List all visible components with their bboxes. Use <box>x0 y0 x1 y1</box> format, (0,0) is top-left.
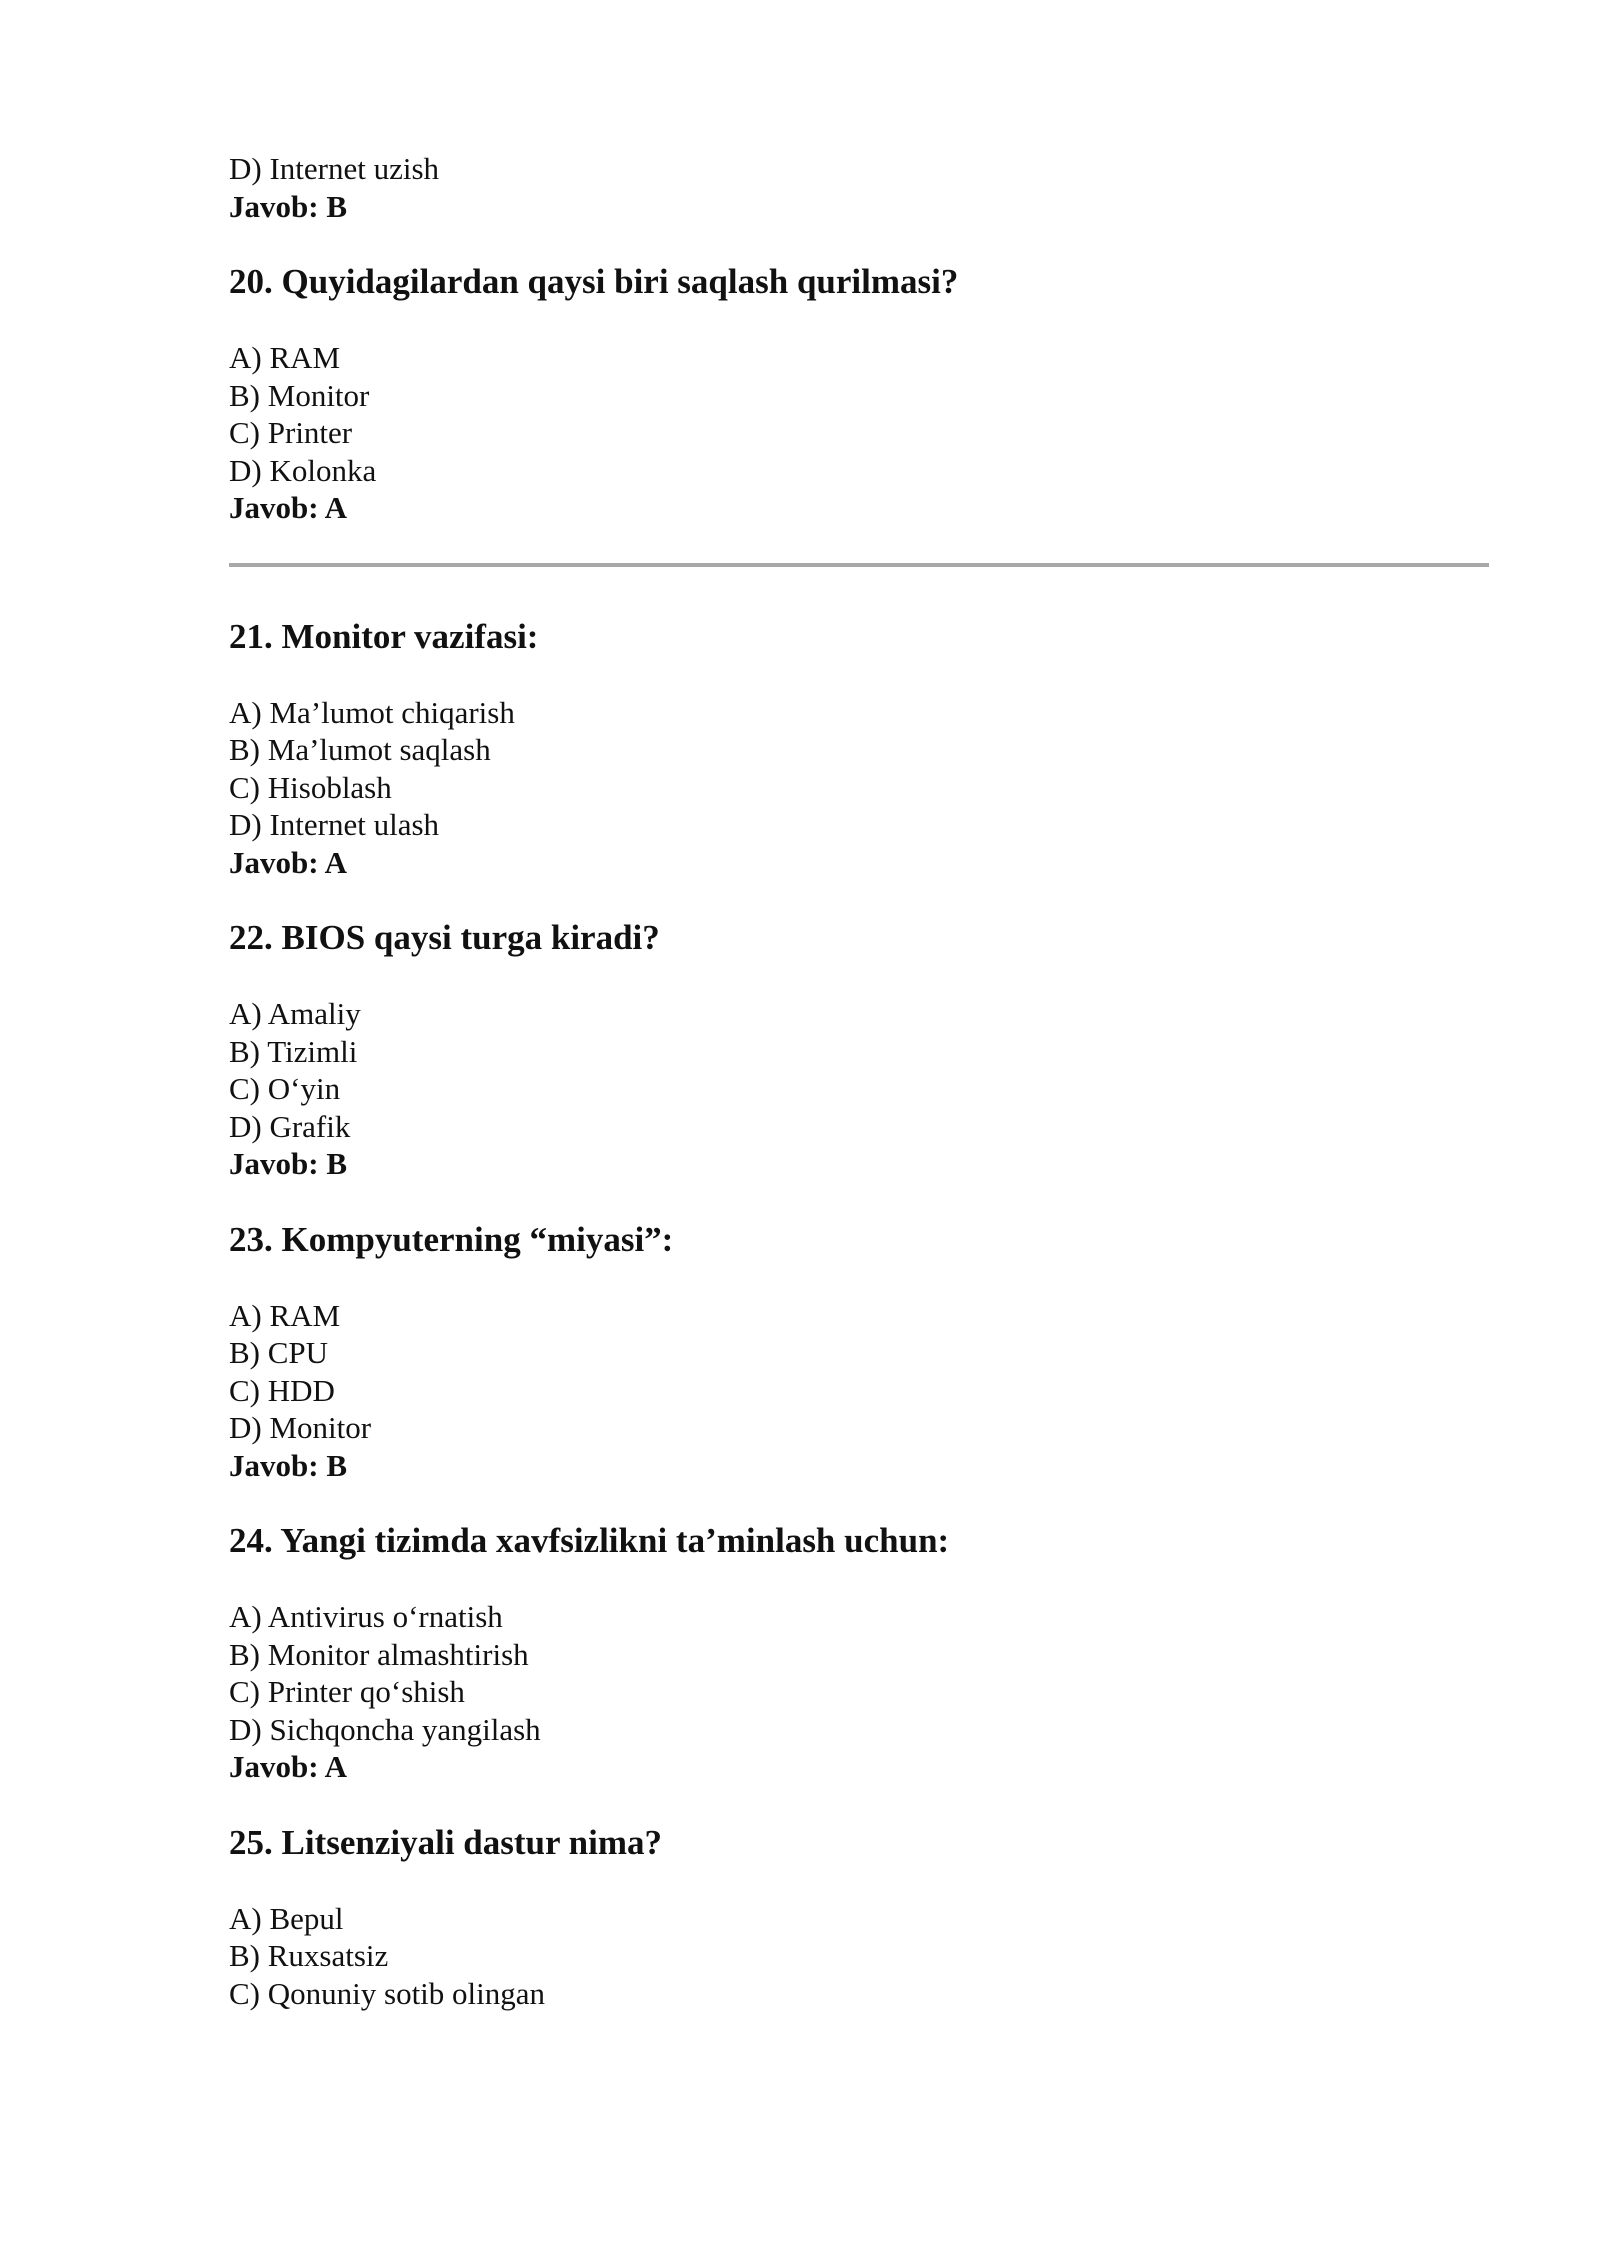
horizontal-divider <box>229 563 1489 567</box>
option-text: A) Antivirus o‘rnatish <box>229 1599 503 1634</box>
option-text: A) RAM <box>229 340 341 375</box>
question-heading: 24. Yangi tizimda xavfsizlikni ta’minlash uchun: <box>229 1521 950 1560</box>
answer-text: Javob: B <box>229 1447 347 1483</box>
option-text: C) Qonuniy sotib olingan <box>229 1975 546 2011</box>
answer-text: Javob: B <box>229 188 347 224</box>
answer-text: Javob: A <box>229 1749 347 1784</box>
question-heading: 21. Monitor vazifasi: <box>229 616 539 656</box>
option-text: B) CPU <box>229 1335 329 1370</box>
option-text: A) Ma’lumot chiqarish <box>229 694 515 730</box>
question-heading: 22. BIOS qaysi turga kiradi? <box>229 918 660 957</box>
option-text: B) Monitor almashtirish <box>229 1636 529 1672</box>
option-text: D) Sichqoncha yangilash <box>229 1711 541 1747</box>
option-text: D) Monitor <box>229 1410 372 1445</box>
option-text: B) Ruxsatsiz <box>229 1938 389 1973</box>
document-page <box>229 150 1489 2012</box>
option-text: C) Hisoblash <box>229 769 392 805</box>
option-text: D) Kolonka <box>229 452 377 488</box>
question-heading: 20. Quyidagilardan qaysi biri saqlash qurilmasi? <box>229 262 959 301</box>
option-text: D) Internet uzish <box>229 151 440 186</box>
option-text: D) Grafik <box>229 1108 351 1144</box>
option-text: C) O‘yin <box>229 1071 341 1106</box>
option-text: A) Amaliy <box>229 996 361 1031</box>
option-text: A) RAM <box>229 1297 341 1333</box>
option-text: A) Bepul <box>229 1900 344 1936</box>
option-text: C) Printer <box>229 415 353 450</box>
question-heading: 23. Kompyuterning “miyasi”: <box>229 1219 674 1259</box>
answer-text: Javob: A <box>229 844 347 880</box>
option-text: C) Printer qo‘shish <box>229 1674 465 1709</box>
option-text: D) Internet ulash <box>229 807 440 842</box>
option-text: B) Tizimli <box>229 1033 358 1069</box>
option-text: B) Monitor <box>229 377 370 413</box>
option-text: C) HDD <box>229 1372 335 1408</box>
question-heading: 25. Litsenziyali dastur nima? <box>229 1822 663 1862</box>
answer-text: Javob: A <box>229 490 347 525</box>
answer-text: Javob: B <box>229 1146 347 1181</box>
option-text: B) Ma’lumot saqlash <box>229 732 491 767</box>
